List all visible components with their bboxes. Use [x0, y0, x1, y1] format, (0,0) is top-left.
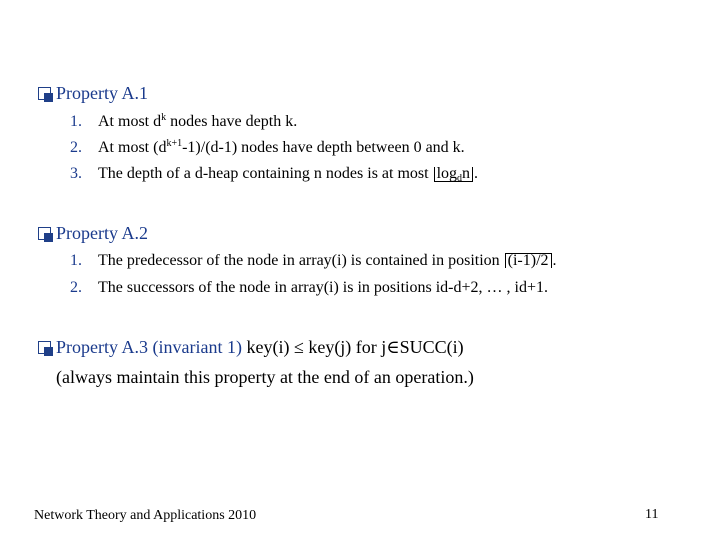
checkbox-bullet-icon — [38, 87, 51, 100]
footer-text: Network Theory and Applications 2010 — [34, 508, 257, 523]
list-item: 2. The successors of the node in array(i) is in positions id-d+2, … , id+1. — [70, 279, 548, 296]
floor-bracket: $\log_dn$ — [434, 167, 473, 182]
list-item: 1. The predecessor of the node in array(i) is contained in position (i-1)/2 . — [70, 252, 557, 269]
invariant-note: (always maintain this property at the end of an operation.) — [56, 367, 474, 387]
checkbox-bullet-icon — [38, 341, 51, 354]
checkbox-bullet-icon — [38, 227, 51, 240]
list-item: 1. At most $d^k$ nodes have depth k. — [70, 112, 298, 130]
list-item: 2. At most $(d^{k+1}-1)/(d-1)$ nodes have depth between 0 and k. — [70, 138, 465, 156]
property-a3-heading: Property A.3 (invariant 1) key(i) ≤ key(j) for j∈SUCC(i) — [38, 336, 464, 358]
property-a2-heading: Property A.2 — [38, 222, 148, 244]
ceiling-bracket: (i-1)/2 — [505, 253, 552, 268]
page-number: 11 — [645, 507, 659, 522]
list-item: 3. The depth of a d-heap containing n nodes is at most $\log_dn$ . — [70, 165, 479, 184]
invariant-formula: key(i) ≤ key(j) for j — [246, 337, 387, 357]
property-a1-heading: Property A.1 — [38, 82, 148, 104]
